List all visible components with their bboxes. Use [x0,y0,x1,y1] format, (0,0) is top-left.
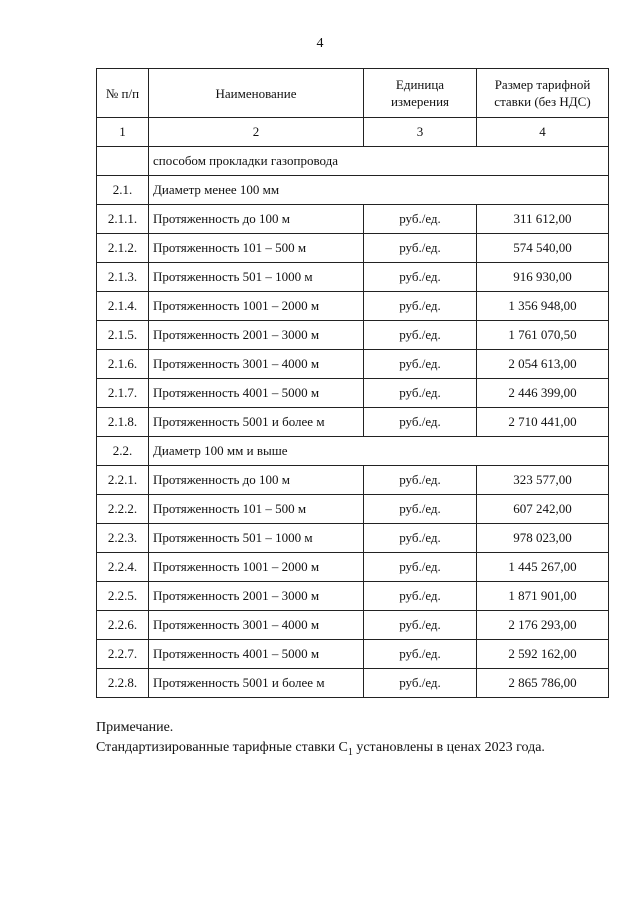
row-unit: руб./ед. [364,611,477,640]
row-number: 2.1.6. [97,350,149,379]
note-text [96,738,616,763]
empty-cell [97,147,149,176]
table-row [97,582,609,611]
row-name: Протяженность 501 – 1000 м [149,524,364,553]
table-row [97,611,609,640]
page-number: 4 [316,36,324,51]
note-subscript: 1 [347,746,353,758]
continuation-row [97,147,609,176]
row-name: Протяженность 501 – 1000 м [149,263,364,292]
tariff-table [96,68,609,698]
row-rate: 311 612,00 [477,205,609,234]
table-row [97,466,609,495]
row-unit: руб./ед. [364,553,477,582]
row-rate: 916 930,00 [477,263,609,292]
row-number: 2.1.4. [97,292,149,321]
row-name: Протяженность 2001 – 3000 м [149,582,364,611]
table-row [97,553,609,582]
column-number: 2 [149,118,364,147]
row-name: Протяженность 4001 – 5000 м [149,379,364,408]
table-row [97,524,609,553]
row-unit: руб./ед. [364,524,477,553]
section-row [97,437,609,466]
row-name: Протяженность 101 – 500 м [149,495,364,524]
header-unit: Единица измерения [364,69,477,118]
table-row [97,292,609,321]
row-number: 2.2.6. [97,611,149,640]
row-name: Протяженность 5001 и более м [149,669,364,698]
section-number: 2.1. [97,176,149,205]
row-name: Протяженность 3001 – 4000 м [149,611,364,640]
column-number: 1 [97,118,149,147]
row-rate: 1 761 070,50 [477,321,609,350]
row-unit: руб./ед. [364,495,477,524]
row-number: 2.1.1. [97,205,149,234]
row-number: 2.2.7. [97,640,149,669]
continuation-text: способом прокладки газопровода [149,147,609,176]
note-text-start: Стандартизированные тарифные ставки С [96,740,348,755]
table-row [97,263,609,292]
row-name: Протяженность до 100 м [149,205,364,234]
note-text-end: установлены в ценах 2023 года. [352,740,545,755]
row-number: 2.2.1. [97,466,149,495]
section-title: Диаметр менее 100 мм [149,176,609,205]
row-name: Протяженность 1001 – 2000 м [149,292,364,321]
row-number: 2.1.7. [97,379,149,408]
section-title: Диаметр 100 мм и выше [149,437,609,466]
row-unit: руб./ед. [364,234,477,263]
table-row [97,321,609,350]
row-rate: 607 242,00 [477,495,609,524]
note-block [96,718,616,763]
row-number: 2.2.5. [97,582,149,611]
header-num: № п/п [97,69,149,118]
row-rate: 1 356 948,00 [477,292,609,321]
row-unit: руб./ед. [364,205,477,234]
table-row [97,234,609,263]
row-name: Протяженность до 100 м [149,466,364,495]
row-rate: 2 710 441,00 [477,408,609,437]
row-rate: 323 577,00 [477,466,609,495]
column-number-row [97,118,609,147]
row-name: Протяженность 1001 – 2000 м [149,553,364,582]
row-unit: руб./ед. [364,379,477,408]
row-number: 2.2.3. [97,524,149,553]
row-name: Протяженность 3001 – 4000 м [149,350,364,379]
row-rate: 2 446 399,00 [477,379,609,408]
section-number: 2.2. [97,437,149,466]
row-name: Протяженность 4001 – 5000 м [149,640,364,669]
section-row [97,176,609,205]
column-number: 3 [364,118,477,147]
table-header-row [97,69,609,118]
table-row [97,408,609,437]
row-unit: руб./ед. [364,408,477,437]
row-unit: руб./ед. [364,292,477,321]
row-name: Протяженность 101 – 500 м [149,234,364,263]
table-row [97,350,609,379]
row-number: 2.1.8. [97,408,149,437]
row-number: 2.1.5. [97,321,149,350]
header-rate: Размер тарифной ставки (без НДС) [477,69,609,118]
column-number: 4 [477,118,609,147]
row-rate: 1 871 901,00 [477,582,609,611]
row-rate: 574 540,00 [477,234,609,263]
row-number: 2.1.3. [97,263,149,292]
row-unit: руб./ед. [364,350,477,379]
table-row [97,669,609,698]
row-unit: руб./ед. [364,466,477,495]
row-unit: руб./ед. [364,582,477,611]
row-name: Протяженность 2001 – 3000 м [149,321,364,350]
row-number: 2.2.2. [97,495,149,524]
table-row [97,640,609,669]
row-number: 2.2.8. [97,669,149,698]
row-rate: 2 054 613,00 [477,350,609,379]
row-unit: руб./ед. [364,669,477,698]
row-rate: 2 592 162,00 [477,640,609,669]
row-rate: 978 023,00 [477,524,609,553]
table-row [97,379,609,408]
row-unit: руб./ед. [364,640,477,669]
row-number: 2.1.2. [97,234,149,263]
note-heading: Примечание. [96,720,174,735]
row-number: 2.2.4. [97,553,149,582]
header-name: Наименование [149,69,364,118]
row-unit: руб./ед. [364,263,477,292]
row-rate: 2 865 786,00 [477,669,609,698]
table-row [97,495,609,524]
row-rate: 2 176 293,00 [477,611,609,640]
row-unit: руб./ед. [364,321,477,350]
row-name: Протяженность 5001 и более м [149,408,364,437]
row-rate: 1 445 267,00 [477,553,609,582]
table-row [97,205,609,234]
